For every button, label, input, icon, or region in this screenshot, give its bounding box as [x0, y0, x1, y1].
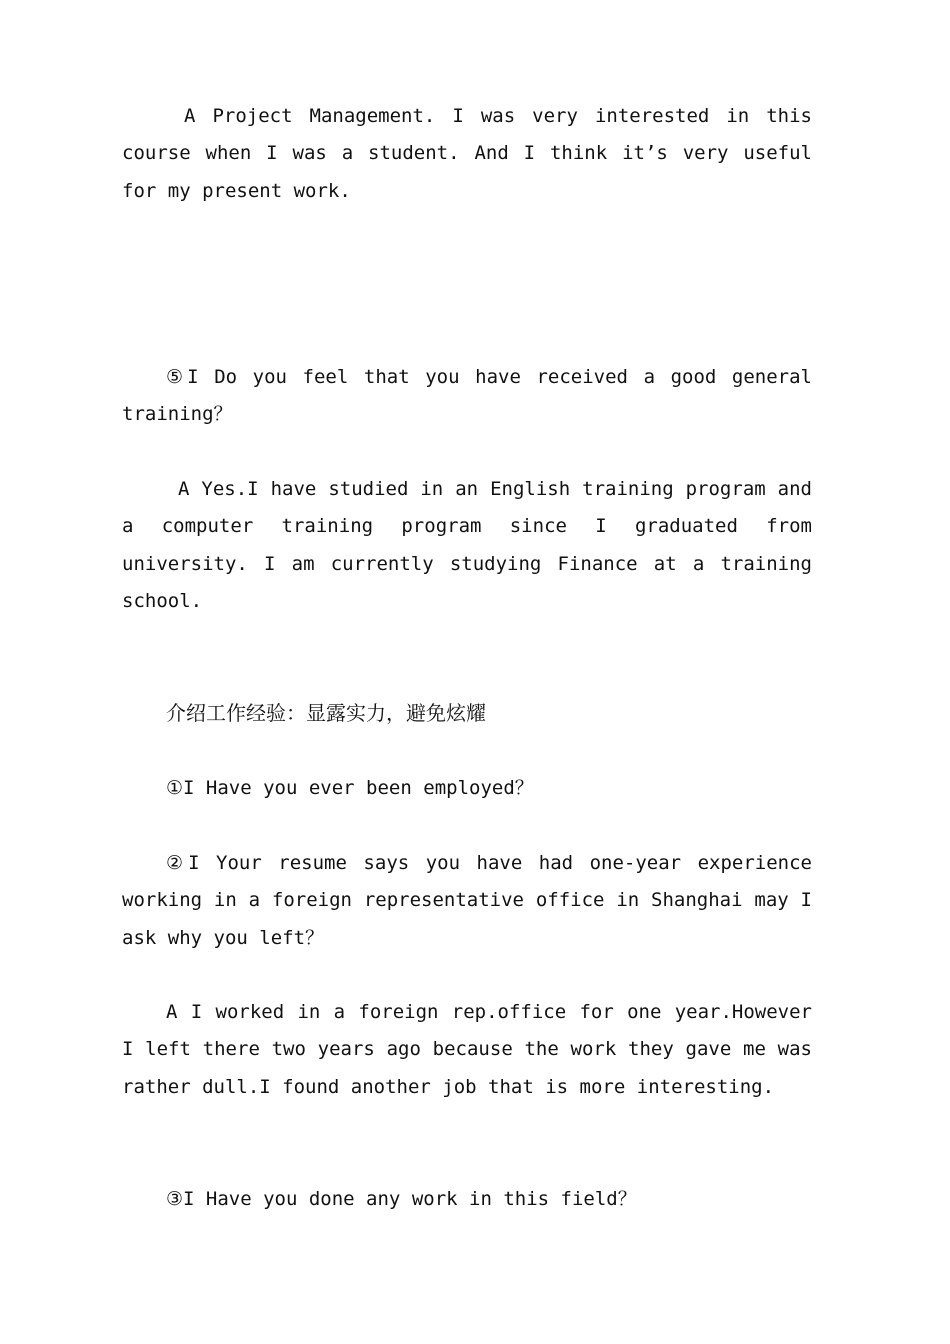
answer-paragraph-training-programs: A Yes.I have studied in an English training program and a computer training program since I graduated from university. I am currently studying Finance at a training school.: [122, 478, 812, 613]
answer-paragraph-project-management: A Project Management. I was very interested in this course when I was a student. And I think it’s very useful for my present work.: [122, 105, 812, 202]
question-paragraph-work-in-field: ③I Have you done any work in this field？: [166, 1188, 637, 1210]
question-paragraph-general-training: ⑤I Do you feel that you have received a good general training？: [122, 366, 812, 426]
section-heading-work-experience: 介绍工作经验：显露实力，避免炫耀: [166, 701, 486, 725]
question-paragraph-why-left: ②I Your resume says you have had one-year experience working in a foreign representative office in Shanghai may I ask why you left？: [122, 852, 812, 949]
question-paragraph-employed: ①I Have you ever been employed？: [166, 777, 534, 799]
answer-paragraph-foreign-rep-office: A I worked in a foreign rep.office for one year.However I left there two years ago because the work they gave me was rather dull.I found another job that is more interesting.: [122, 1001, 812, 1098]
